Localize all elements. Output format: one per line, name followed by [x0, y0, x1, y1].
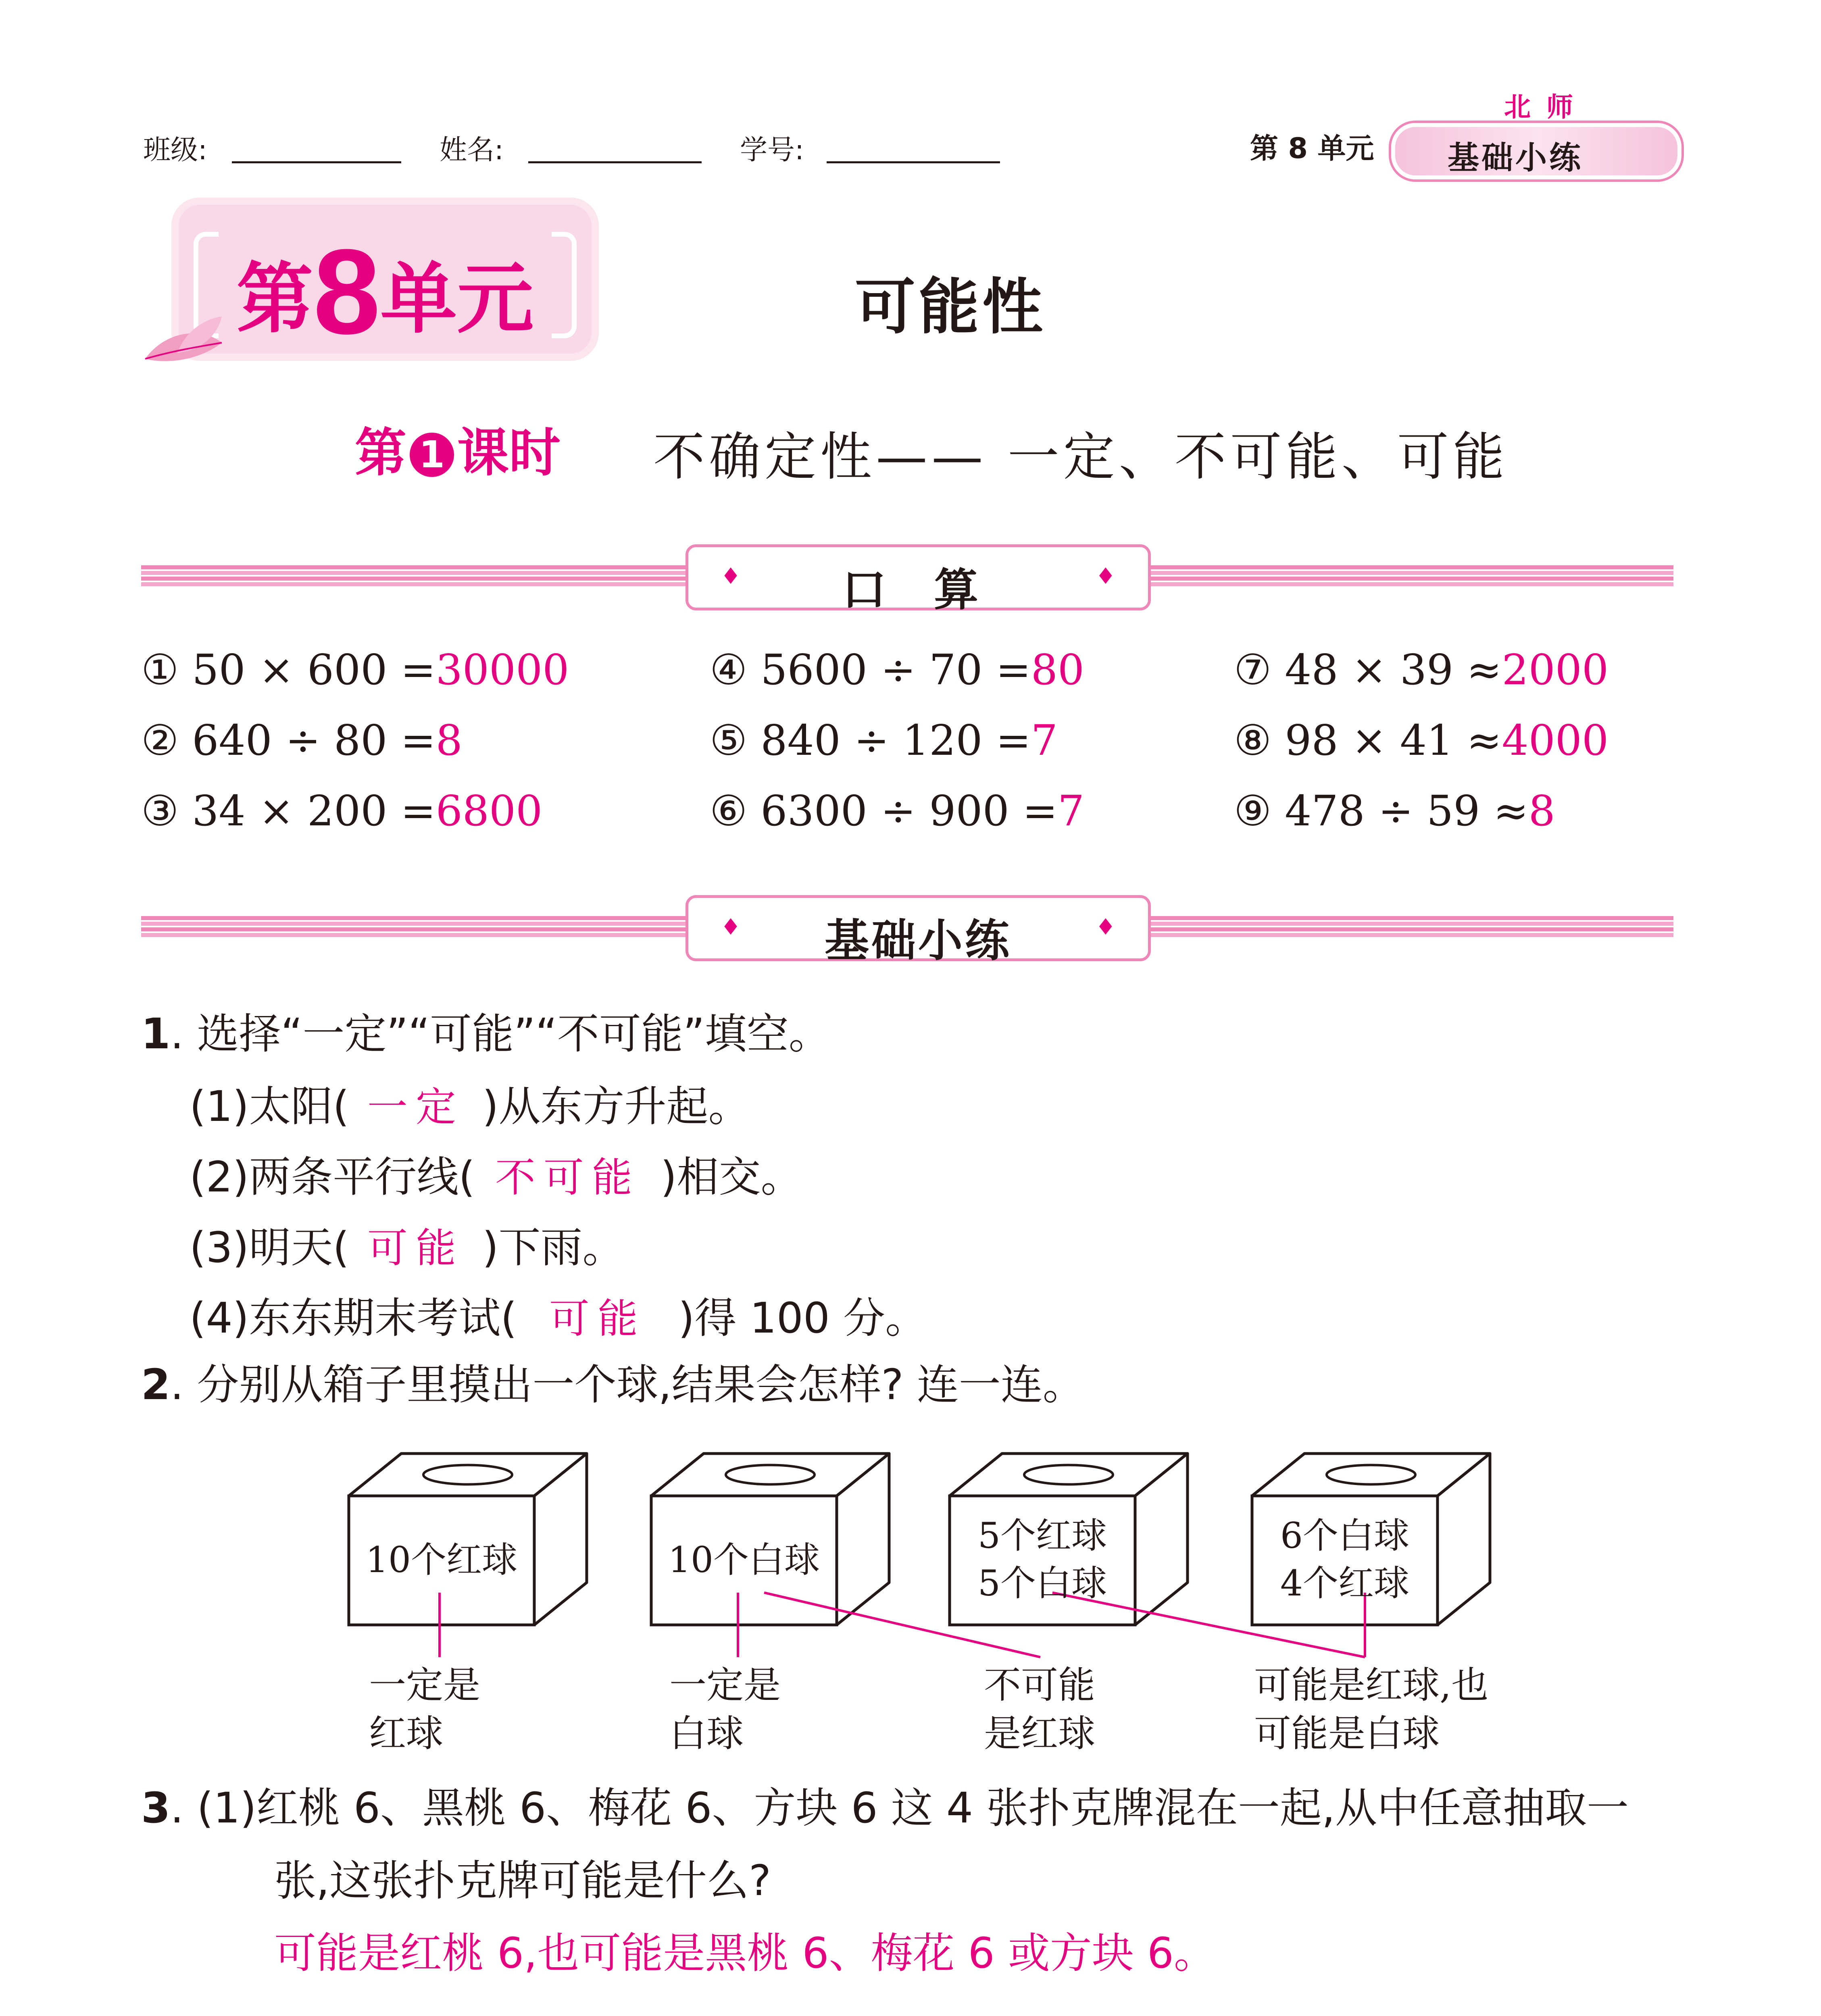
diamond-icon: ♦ — [721, 914, 741, 940]
fill-blank-prefix: (1)太阳( — [190, 1082, 349, 1131]
page-title: 可能性 — [855, 272, 1046, 342]
unit-badge-text — [212, 222, 558, 361]
brand-logo — [1391, 123, 1681, 179]
lesson-label — [355, 411, 560, 485]
box-label-line: 10个红球 — [366, 1539, 517, 1581]
fill-blank-suffix: )得 100 分。 — [678, 1293, 927, 1343]
lesson-number-badge: 1 — [410, 433, 454, 477]
fill-blank-suffix: )下雨。 — [482, 1223, 625, 1272]
result-option[interactable] — [669, 1661, 781, 1758]
unit-badge-prefix: 第 — [236, 254, 313, 344]
section-title-oral: 口 算 — [842, 564, 995, 616]
result-option[interactable] — [1254, 1661, 1488, 1758]
box-label — [950, 1512, 1135, 1607]
box-label-line: 5个红球 — [978, 1515, 1107, 1556]
fill-blank-item — [190, 1143, 802, 1204]
section-header-basic — [685, 895, 1151, 966]
box-label-line: 5个白球 — [978, 1562, 1107, 1604]
fill-blank-suffix: )从东方升起。 — [482, 1082, 750, 1131]
question-3-part-1-text: . (1)红桃 6、黑桃 6、梅花 6、方块 6 这 4 张扑克牌混在一起,从中任意抽取一 — [170, 1783, 1629, 1833]
calc-number: ① — [141, 645, 179, 694]
result-option[interactable] — [984, 1661, 1095, 1758]
result-line: 不可能 — [984, 1664, 1096, 1707]
result-line: 可能是白球 — [1254, 1712, 1440, 1755]
calc-expression: 478 ÷ 59 ≈ — [1285, 786, 1529, 835]
calc-item — [1234, 645, 1608, 694]
fill-blank-answer[interactable]: 一定 — [367, 1083, 464, 1131]
calc-expression: 840 ÷ 120 = — [760, 716, 1031, 765]
diamond-icon: ♦ — [1095, 914, 1116, 940]
calc-answer[interactable]: 7 — [1031, 716, 1058, 765]
calc-expression: 98 × 41 ≈ — [1285, 716, 1502, 765]
calc-expression: 48 × 39 ≈ — [1285, 645, 1502, 694]
calc-number: ⑧ — [1234, 716, 1272, 765]
calc-number: ② — [141, 716, 179, 765]
unit-badge-suffix: 单元 — [380, 254, 534, 344]
question-1-text: . 选择“一定”“可能”“不可能”填空。 — [170, 1009, 831, 1058]
box-label — [651, 1536, 837, 1584]
brand-name: 基础小练 — [1448, 140, 1583, 176]
student-id-label: 学号: — [740, 134, 804, 166]
question-2-text: . 分别从箱子里摸出一个球,结果会怎样? 连一连。 — [170, 1360, 1085, 1409]
box-label-line: 6个白球 — [1280, 1515, 1409, 1556]
calc-item — [1234, 786, 1555, 835]
calc-answer[interactable]: 7 — [1057, 786, 1085, 835]
calc-expression: 640 ÷ 80 = — [192, 716, 436, 765]
calc-answer[interactable]: 6800 — [435, 786, 543, 835]
box-label-line: 4个红球 — [1280, 1562, 1409, 1604]
question-3-part-1-answer: 可能是红桃 6,也可能是黑桃 6、梅花 6 或方块 6。 — [274, 1929, 1216, 1978]
calc-item — [141, 716, 463, 765]
calc-expression: 6300 ÷ 900 = — [760, 786, 1058, 835]
fill-blank-item — [190, 1284, 927, 1345]
lesson-subtitle: 不确定性—— 一定、不可能、可能 — [653, 427, 1508, 487]
fill-blank-answer[interactable]: 不可能 — [495, 1154, 640, 1201]
unit-badge — [171, 198, 599, 361]
name-blank[interactable] — [528, 161, 702, 163]
fill-blank-suffix: )相交。 — [660, 1152, 803, 1202]
box-label — [1252, 1512, 1438, 1607]
result-line: 一定是 — [369, 1664, 481, 1707]
result-line: 可能是红球,也 — [1254, 1664, 1489, 1707]
lesson-suffix: 课时 — [457, 423, 561, 483]
result-line: 是红球 — [984, 1712, 1096, 1755]
calc-number: ⑦ — [1234, 645, 1272, 694]
lesson-prefix: 第 — [355, 423, 407, 483]
leaf-icon — [141, 314, 230, 371]
ball-box-diagram — [0, 1411, 1821, 1806]
calc-item — [141, 786, 542, 835]
fill-blank-answer[interactable]: 可能 — [367, 1225, 464, 1272]
box-label — [349, 1536, 534, 1584]
calc-answer[interactable]: 4000 — [1502, 716, 1609, 765]
result-line: 红球 — [369, 1712, 444, 1755]
question-3-number: 3 — [141, 1783, 171, 1833]
box-label-line: 10个白球 — [668, 1539, 820, 1581]
calc-answer[interactable]: 8 — [435, 716, 463, 765]
calc-answer[interactable]: 30000 — [435, 645, 569, 694]
calc-number: ③ — [141, 786, 179, 835]
calc-answer[interactable]: 80 — [1031, 645, 1085, 694]
calc-number: ⑥ — [710, 786, 748, 835]
class-blank[interactable] — [232, 161, 401, 163]
fill-blank-prefix: (3)明天( — [190, 1223, 349, 1272]
calc-expression: 34 × 200 = — [192, 786, 436, 835]
calc-item — [710, 645, 1084, 694]
question-2-number: 2 — [141, 1360, 171, 1409]
diamond-icon: ♦ — [721, 563, 741, 589]
class-label: 班级: — [143, 134, 207, 166]
fill-blank-prefix: (2)两条平行线( — [190, 1152, 475, 1202]
unit-header: 第 8 单元 — [1250, 132, 1374, 165]
calc-item — [141, 645, 569, 694]
question-1-number: 1 — [141, 1009, 171, 1058]
fill-blank-item — [190, 1073, 750, 1133]
fill-blank-answer[interactable]: 可能 — [549, 1295, 646, 1342]
calc-number: ④ — [710, 645, 748, 694]
student-id-blank[interactable] — [827, 161, 1000, 163]
calc-answer[interactable]: 2000 — [1502, 645, 1609, 694]
question-3-part-1-line-2: 张,这张扑克牌可能是什么? — [274, 1856, 771, 1905]
calc-item — [1234, 716, 1608, 765]
calc-expression: 50 × 600 = — [192, 645, 436, 694]
calc-item — [710, 716, 1058, 765]
fill-blank-prefix: (4)东东期末考试( — [190, 1293, 517, 1343]
calc-item — [710, 786, 1084, 835]
calc-number: ⑤ — [710, 716, 748, 765]
unit-badge-number: 8 — [313, 224, 381, 359]
result-line: 白球 — [669, 1712, 744, 1755]
brand-publisher: 北 师 — [1504, 92, 1576, 123]
result-line: 一定是 — [669, 1664, 781, 1707]
question-3-part-1-line-1 — [141, 1774, 1629, 1835]
question-1 — [141, 1000, 831, 1060]
calc-answer[interactable]: 8 — [1528, 786, 1555, 835]
diamond-icon: ♦ — [1095, 563, 1116, 589]
section-title-basic: 基础小练 — [825, 915, 1012, 966]
question-2 — [141, 1351, 1085, 1411]
calc-number: ⑨ — [1234, 786, 1272, 835]
section-header-oral — [685, 544, 1151, 616]
calc-expression: 5600 ÷ 70 = — [760, 645, 1031, 694]
name-label: 姓名: — [440, 134, 504, 166]
result-option[interactable] — [369, 1661, 480, 1758]
fill-blank-item — [190, 1214, 624, 1274]
